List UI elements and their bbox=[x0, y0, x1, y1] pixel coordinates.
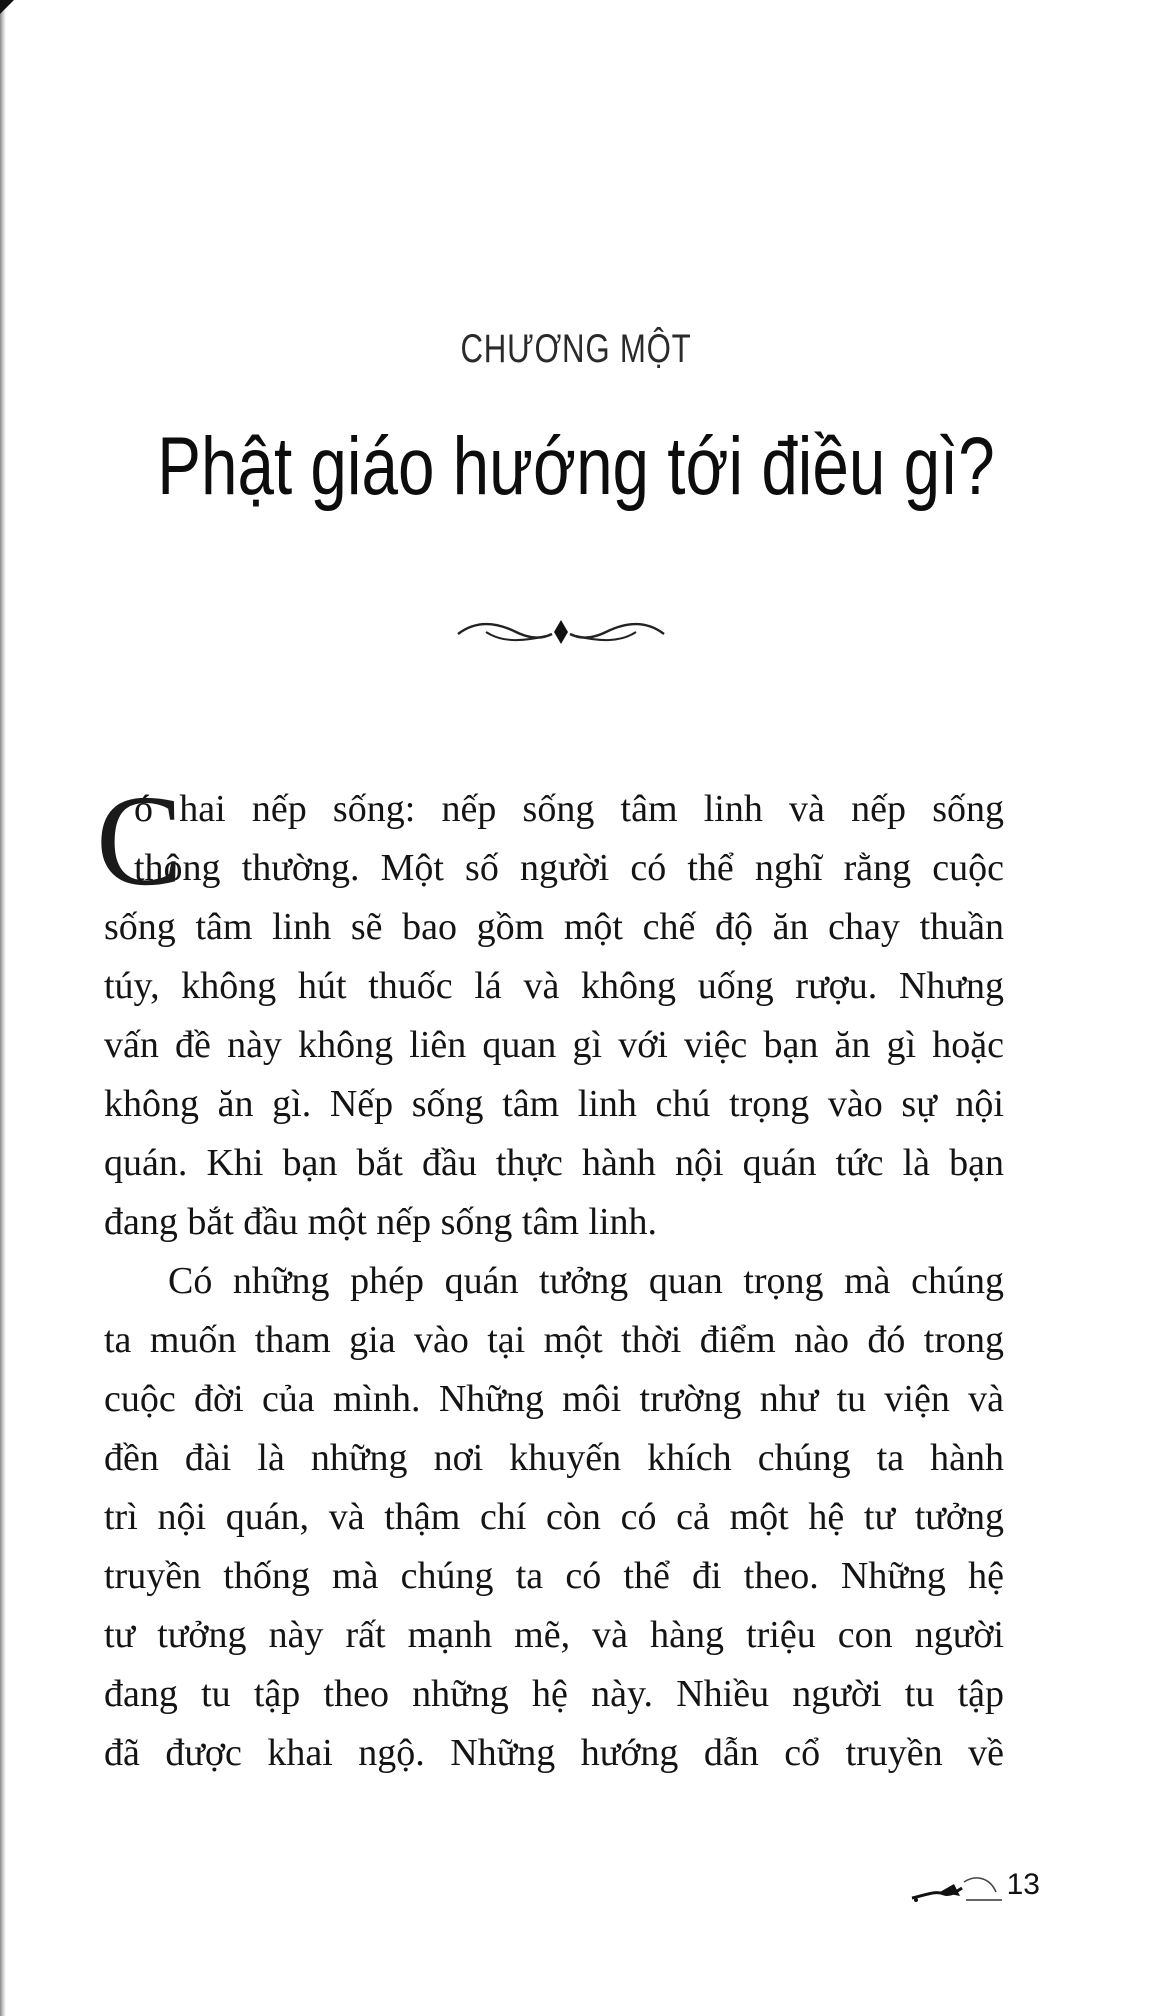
body-text bbox=[96, 769, 1004, 1783]
text-line: đã được khai ngộ. Những hướng dẫn cổ truyền về bbox=[104, 1732, 1004, 1774]
text-line: thông thường. Một số người có thể nghĩ rằng cuộc bbox=[134, 847, 1004, 889]
text-line: ó hai nếp sống: nếp sống tâm linh và nếp sống bbox=[134, 788, 1004, 830]
text-line: ta muốn tham gia vào tại một thời điểm nào đó trong bbox=[104, 1319, 1004, 1361]
text-line: cuộc đời của mình. Những môi trường như tu viện và bbox=[104, 1378, 1004, 1420]
text-line: tư tưởng này rất mạnh mẽ, và hàng triệu con người bbox=[104, 1614, 1004, 1656]
page-footer bbox=[910, 1868, 1040, 1908]
text-line: quán. Khi bạn bắt đầu thực hành nội quán tức là bạn bbox=[104, 1142, 1004, 1184]
text-line: Có những phép quán tưởng quan trọng mà chúng bbox=[168, 1260, 1004, 1302]
text-line: vấn đề này không liên quan gì với việc bạn ăn gì hoặc bbox=[104, 1024, 1004, 1066]
text-line: sống tâm linh sẽ bao gồm một chế độ ăn chay thuần bbox=[104, 906, 1004, 948]
divider-ornament-icon bbox=[456, 612, 666, 652]
chapter-label: CHƯƠNG MỘT bbox=[460, 327, 692, 371]
flourish-icon bbox=[910, 1870, 1002, 1906]
text-line: túy, không hút thuốc lá và không uống rượu. Nhưng bbox=[104, 965, 1004, 1007]
page-number: 13 bbox=[1006, 1868, 1040, 1901]
corner-mark bbox=[0, 0, 14, 14]
text-line: truyền thống mà chúng ta có thể đi theo. Những hệ bbox=[104, 1555, 1004, 1597]
text-line: trì nội quán, và thậm chí còn có cả một hệ tư tưởng bbox=[104, 1496, 1004, 1538]
chapter-title: Phật giáo hướng tới điều gì? bbox=[157, 421, 995, 512]
text-line: đang tu tập theo những hệ này. Nhiều người tu tập bbox=[104, 1673, 1004, 1715]
drop-cap: C bbox=[96, 769, 183, 913]
page-edge-shadow bbox=[0, 0, 6, 2016]
text-line: đang bắt đầu một nếp sống tâm linh. bbox=[104, 1201, 658, 1243]
text-line: không ăn gì. Nếp sống tâm linh chú trọng vào sự nội bbox=[104, 1083, 1004, 1125]
text-line: đền đài là những nơi khuyến khích chúng ta hành bbox=[104, 1437, 1004, 1479]
